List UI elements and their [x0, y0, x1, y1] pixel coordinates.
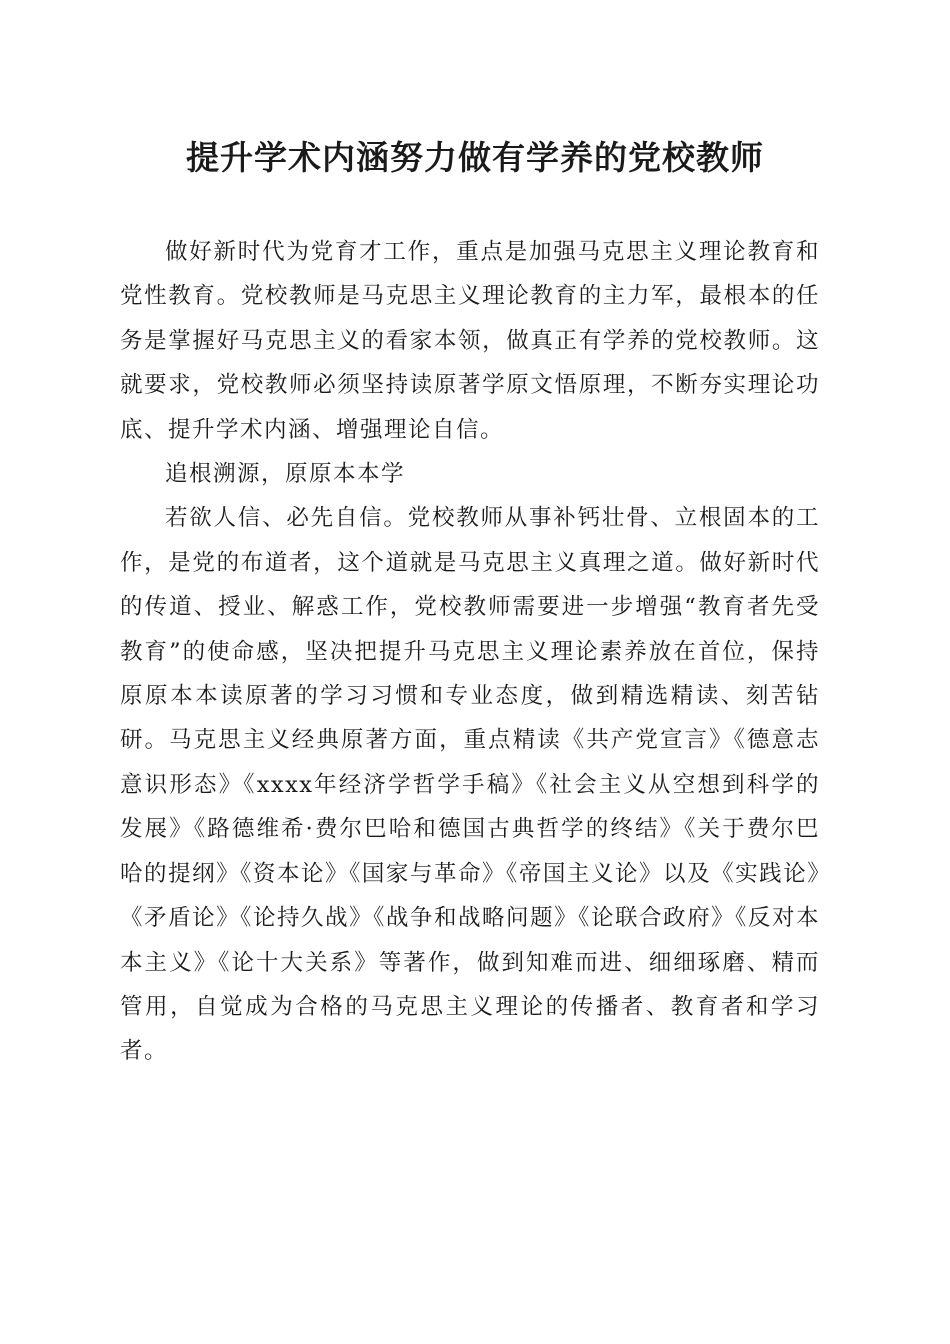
paragraph-intro: 做好新时代为党育才工作，重点是加强马克思主义理论教育和党性教育。党校教师是马克思主义理论教育的主力军，最根本的任务是掌握好马克思主义的看家本领，做真正有学养的党校教师。这就要求，党校教师必须坚持读原著学原文悟原理，不断夯实理论功底、提升学术内涵、增强理论自信。	[120, 239, 820, 443]
paragraph-section-body: 若欲人信、必先自信。党校教师从事补钙壮骨、立根固本的工作，是党的布道者，这个道就是马克思主义真理之道。做好新时代的传道、授业、解惑工作，党校教师需要进一步增强“教育者先受教育”的使命感，坚决把提升马克思主义理论素养放在首位，保持原原本本读原著的学习习惯和专业态度，做到精选精读、刻苦钻研。马克思主义经典原著方面，重点精读《共产党宣言》《德意志意识形态》《xxxx年经济学哲学手稿》《社会主义从空想到科学的发展》《路德维希·费尔巴哈和德国古典哲学的终结》《关于费尔巴哈的提纲》《资本论》《国家与革命》《帝国主义论》以及《实践论》《矛盾论》《论持久战》《战争和战略问题》《论联合政府》《反对本本主义》《论十大关系》等著作，做到知难而进、细细琢磨、精而管用，自觉成为合格的马克思主义理论的传播者、教育者和学习者。	[120, 505, 820, 1065]
document-body	[120, 230, 820, 1074]
document-title: 提升学术内涵努力做有学养的党校教师	[186, 138, 764, 177]
section-heading: 追根溯源，原原本本学	[165, 461, 406, 488]
